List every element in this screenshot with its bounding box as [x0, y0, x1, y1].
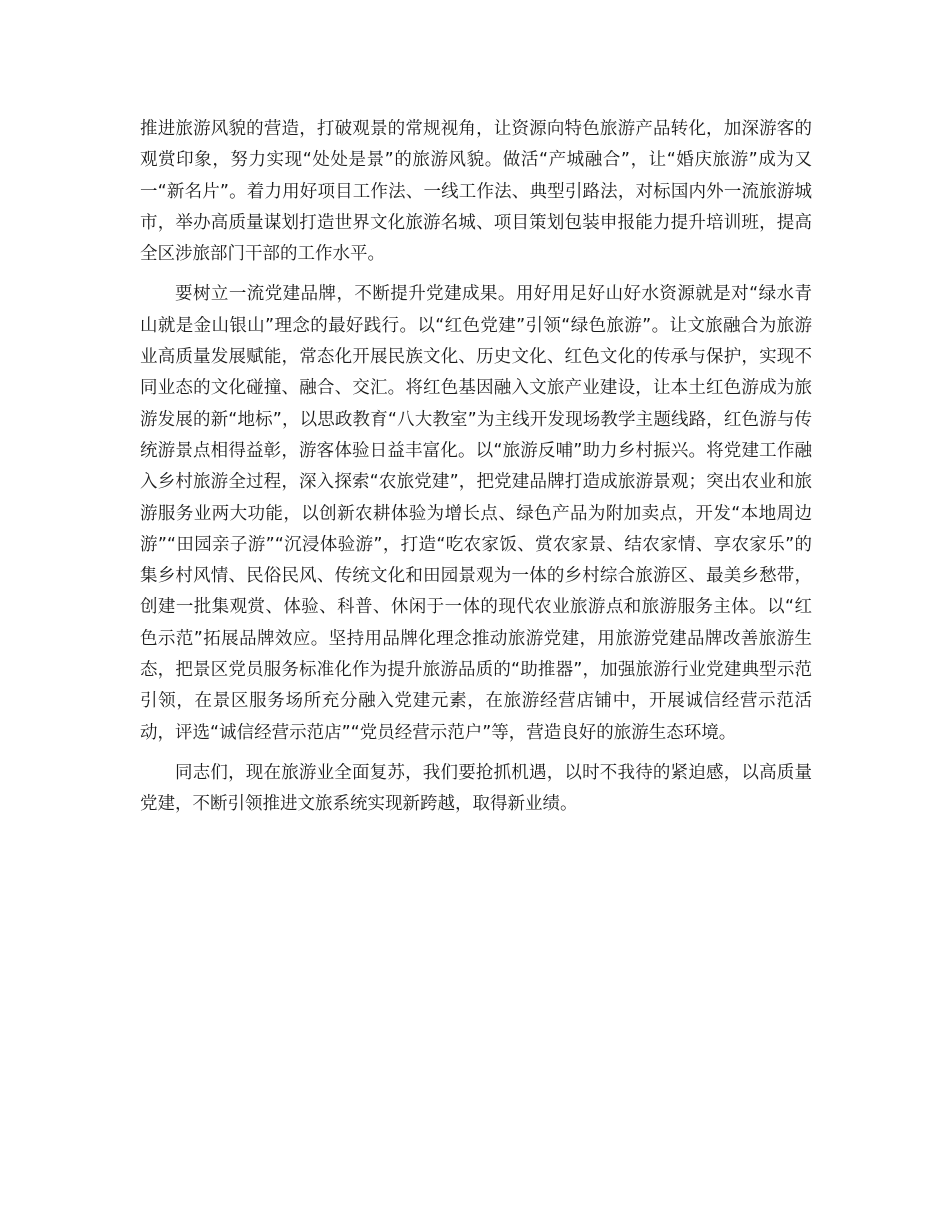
paragraph-party-brand: 要树立一流党建品牌，不断提升党建成果。用好用足好山好水资源就是对“绿水青山就是金山银山”理念的最好践行。以“红色党建”引领“绿色旅游”。让文旅融合为旅游业高质量发展赋能，常态化开展民族文化、历史文化、红色文化的传承与保护，实现不同业态的文化碰撞、融合、交汇。将红色基因融入文旅产业建设，让本土红色游成为旅游发展的新“地标”，以思政教育“八大教室”为主线开发现场教学主题线路，红色游与传统游景点相得益彰，游客体验日益丰富化。以“旅游反哺”助力乡村振兴。将党建工作融入乡村旅游全过程，深入探索“农旅党建”，把党建品牌打造成旅游景观；突出农业和旅游服务业两大功能，以创新农耕体验为增长点、绿色产品为附加卖点，开发“本地周边游”“田园亲子游”“沉浸体验游”，打造“吃农家饭、赏农家景、结农家情、享农家乐”的集乡村风情、民俗民风、传统文化和田园景观为一体的乡村综合旅游区、最美乡愁带，创建一批集观赏、体验、科普、休闲于一体的现代农业旅游点和旅游服务主体。以“红色示范”拓展品牌效应。坚持用品牌化理念推动旅游党建，用旅游党建品牌改善旅游生态，把景区党员服务标准化作为提升旅游品质的“助推器”，加强旅游行业党建典型示范引领，在景区服务场所充分融入党建元素，在旅游经营店铺中，开展诚信经营示范活动，评选“诚信经营示范店”“党员经营示范户”等，营造良好的旅游生态环境。 [140, 284, 812, 743]
paragraph-closing: 同志们，现在旅游业全面复苏，我们要抢抓机遇，以时不我待的紧迫感，以高质量党建，不断引领推进文旅系统实现新跨越，取得新业绩。 [140, 762, 812, 815]
document-body [140, 114, 812, 830]
paragraph-tourism-landscape: 推进旅游风貌的营造，打破观景的常规视角，让资源向特色旅游产品转化，加深游客的观赏印象，努力实现“处处是景”的旅游风貌。做活“产城融合”，让“婚庆旅游”成为又一“新名片”。着力用好项目工作法、一线工作法、典型引路法，对标国内外一流旅游城市，举办高质量谋划打造世界文化旅游名城、项目策划包装申报能力提升培训班，提高全区涉旅部门干部的工作水平。 [140, 119, 812, 265]
